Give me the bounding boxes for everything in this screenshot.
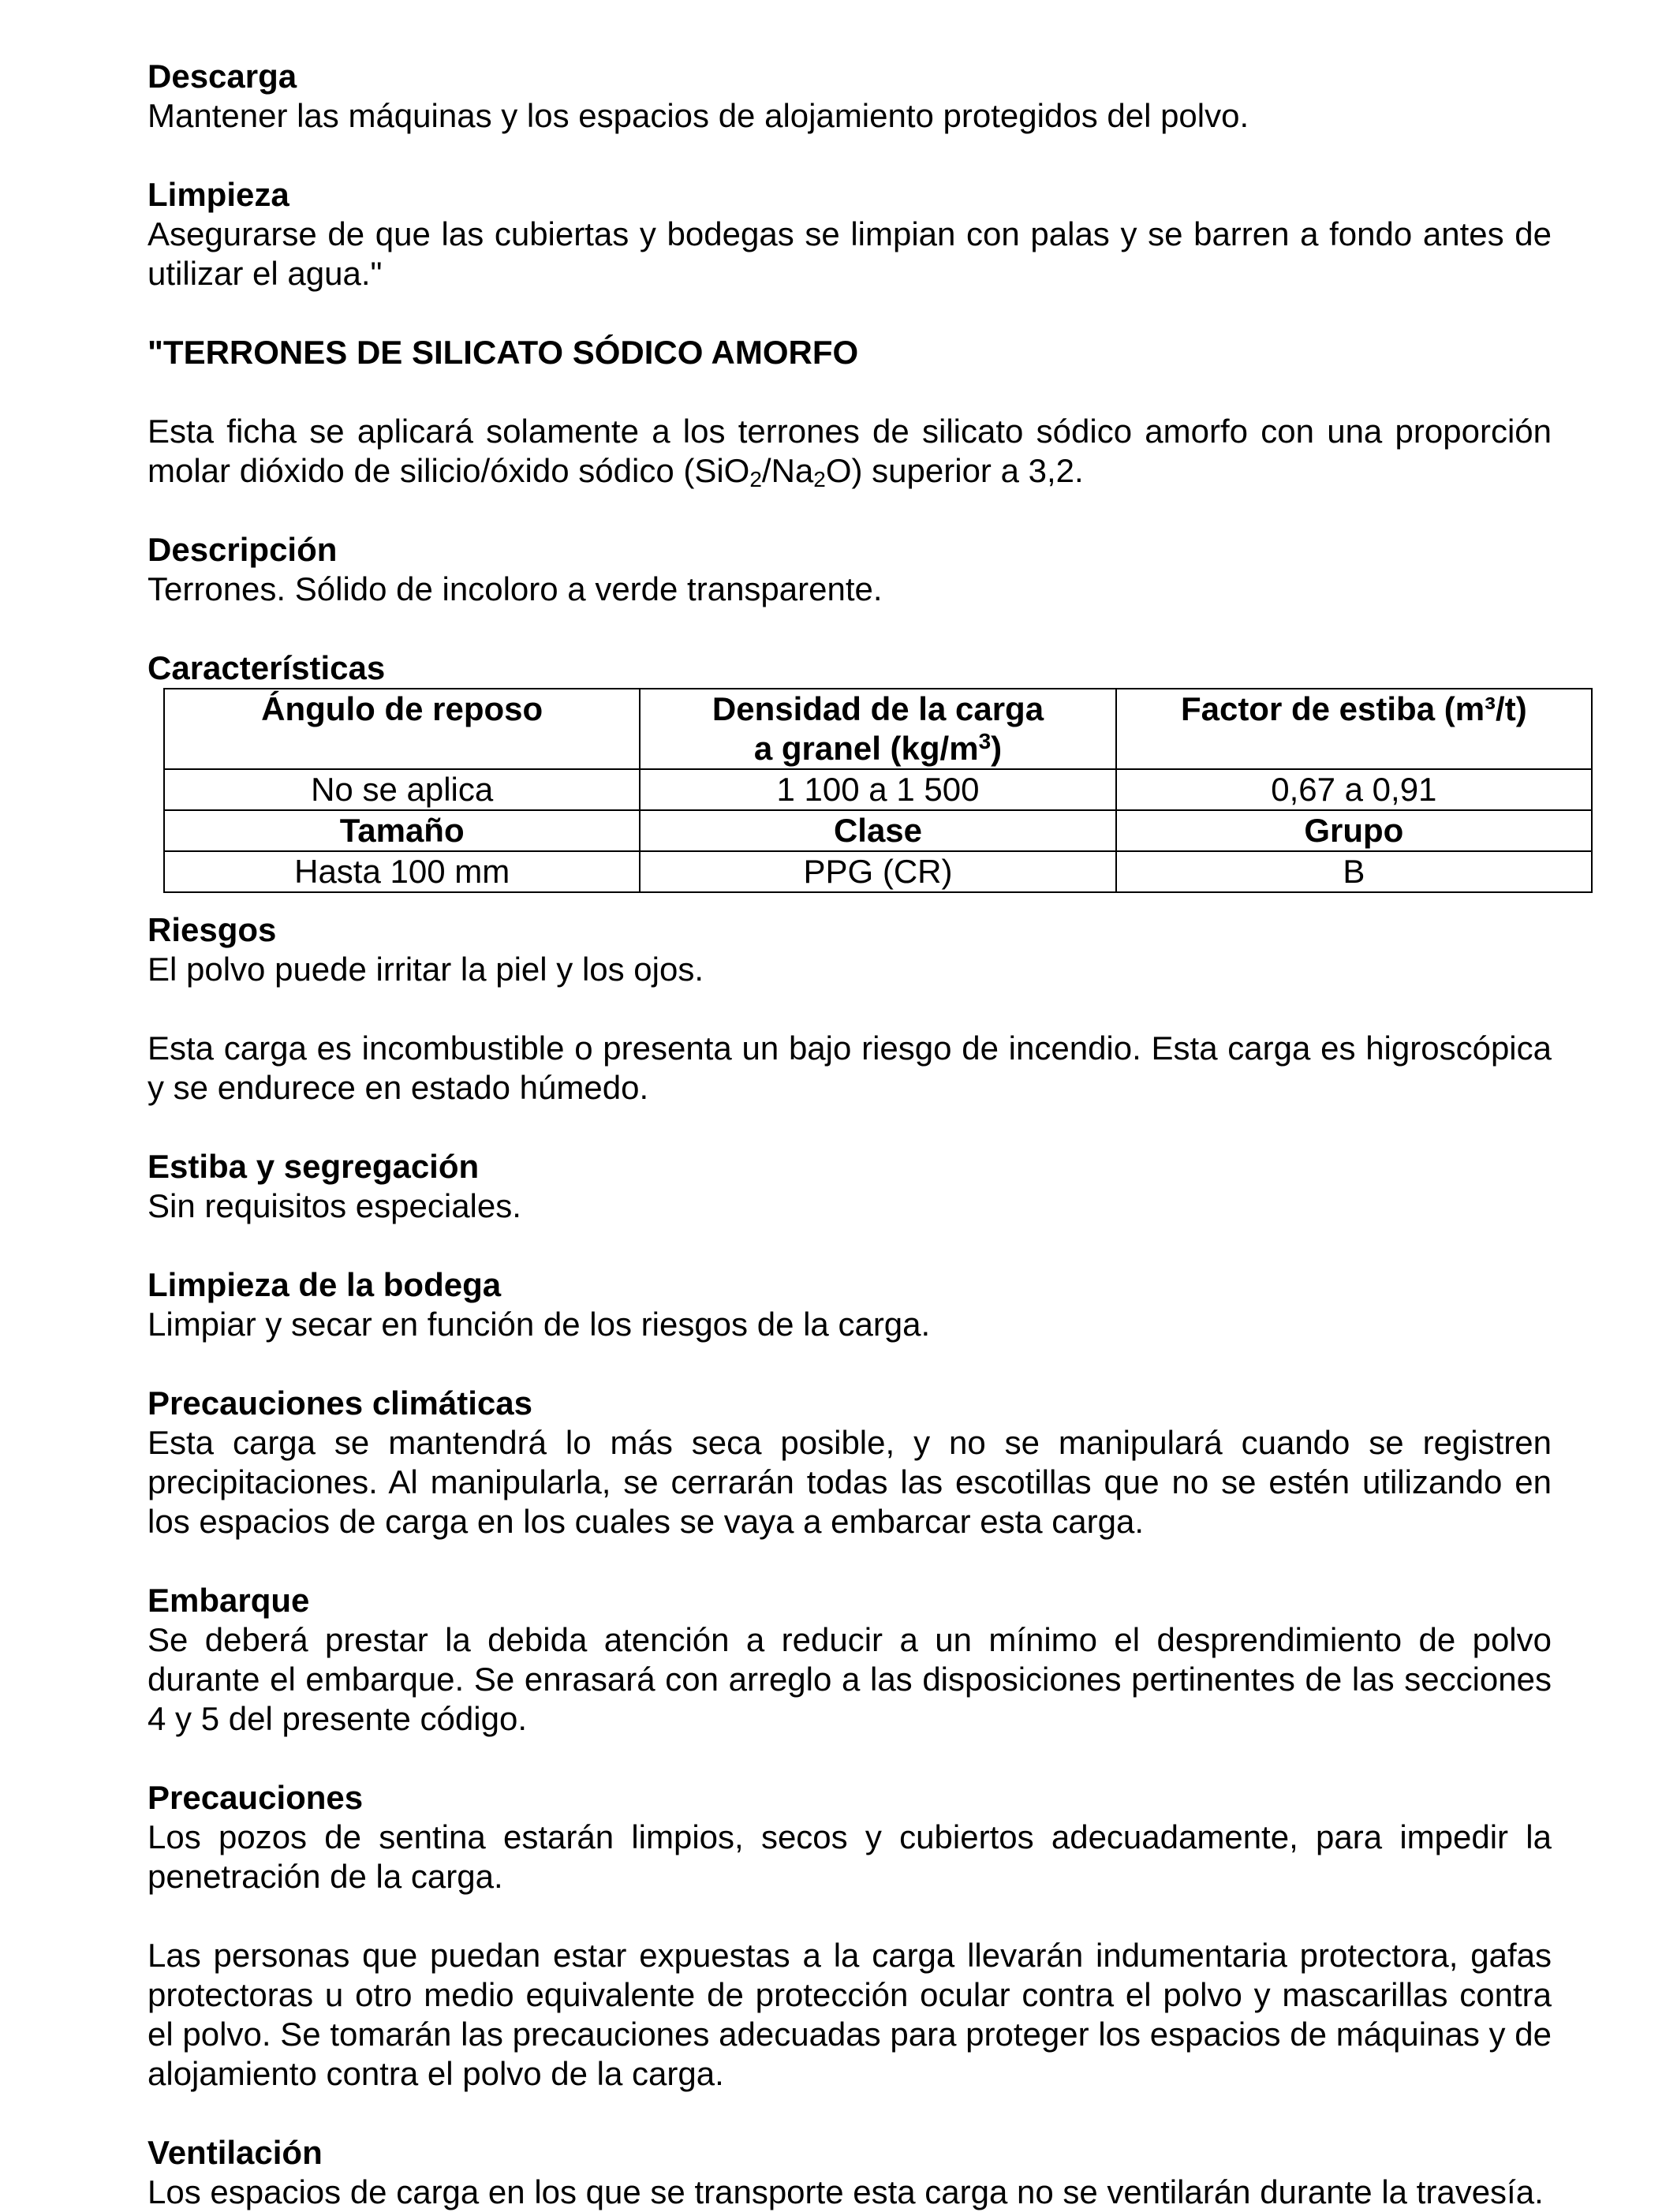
heading-descripcion: Descripción [148,531,338,568]
heading-riesgos: Riesgos [148,911,277,948]
table-header-row [164,810,1592,851]
text-descripcion: Terrones. Sólido de incoloro a verde transparente. [148,570,883,607]
cell-tamano: Hasta 100 mm [164,851,640,892]
text-precauciones-2: Las personas que puedan estar expuestas a la carga llevarán indumentaria protectora, gafas protectoras u otro medio equivalente de protección ocular contra el polvo y mascarillas contra el polvo. Se tomarán las precauciones adecuadas para proteger los espacios de máquinas y de alojamiento contra el polvo de la carga. [148,1937,1552,2092]
cell-clase: PPG (CR) [640,851,1115,892]
text-descarga: Mantener las máquinas y los espacios de alojamiento protegidos del polvo. [148,97,1249,134]
text-estiba: Sin requisitos especiales. [148,1187,521,1224]
cell-densidad: 1 100 a 1 500 [640,769,1115,810]
document-page [148,57,1552,2212]
intro-paragraph: Esta ficha se aplicará solamente a los terrones de silicato sódico amorfo con una proporción molar dióxido de silicio/óxido sódico $(SiO_2/Na_2O)$ superior a 3,2. [148,413,1552,491]
cell-angulo: No se aplica [164,769,640,810]
text-precauciones-1: Los pozos de sentina estarán limpios, secos y cubiertos adecuadamente, para impedir la penetración de la carga. [148,1818,1552,1895]
cell-factor: 0,67 a 0,91 [1116,769,1592,810]
text-ventilacion: Los espacios de carga en los que se transporte esta carga no se ventilarán durante la travesía. [148,2173,1544,2210]
text-riesgos-2: Esta carga es incombustible o presenta un bajo riesgo de incendio. Esta carga es higroscópica y se endurece en estado húmedo. [148,1029,1552,1106]
heading-estiba: Estiba y segregación [148,1148,480,1185]
heading-ventilacion: Ventilación [148,2134,323,2171]
text-precauciones-climaticas: Esta carga se mantendrá lo más seca posible, y no se manipulará cuando se registren precipitaciones. Al manipularla, se cerrarán todas las escotillas que no se estén utilizando en los espacios de carga en los cuales se vaya a embarcar esta carga. [148,1424,1552,1540]
table-header-row [164,689,1592,769]
characteristics-table [163,688,1593,893]
header-densidad: Densidad de la carga a granel $(kg/m^3)$ [640,689,1115,769]
heading-descarga: Descarga [148,58,297,95]
heading-limpieza-bodega: Limpieza de la bodega [148,1266,502,1303]
header-angulo: Ángulo de reposo [164,689,640,769]
text-embarque: Se deberá prestar la debida atención a reducir a un mínimo el desprendimiento de polvo durante el embarque. Se enrasará con arreglo a las disposiciones pertinentes de las secciones 4 y 5 del presente código. [148,1621,1552,1737]
header-clase: Clase [640,810,1115,851]
header-grupo: Grupo [1116,810,1592,851]
text-limpieza: Asegurarse de que las cubiertas y bodegas se limpian con palas y se barren a fondo antes de utilizar el agua." [148,215,1552,292]
cell-grupo: B [1116,851,1592,892]
heading-precauciones: Precauciones [148,1779,364,1816]
table-row [164,851,1592,892]
header-tamano: Tamaño [164,810,640,851]
table-row [164,769,1592,810]
heading-caracteristicas: Características [148,649,386,686]
heading-embarque: Embarque [148,1582,310,1619]
text-riesgos-1: El polvo puede irritar la piel y los ojos. [148,951,704,988]
heading-limpieza: Limpieza [148,176,289,213]
cargo-title: "TERRONES DE SILICATO SÓDICO AMORFO [148,334,859,371]
heading-precauciones-climaticas: Precauciones climáticas [148,1384,532,1422]
header-factor-estiba: Factor de estiba (m³/t) [1116,689,1592,769]
text-limpieza-bodega: Limpiar y secar en función de los riesgos de la carga. [148,1306,931,1343]
